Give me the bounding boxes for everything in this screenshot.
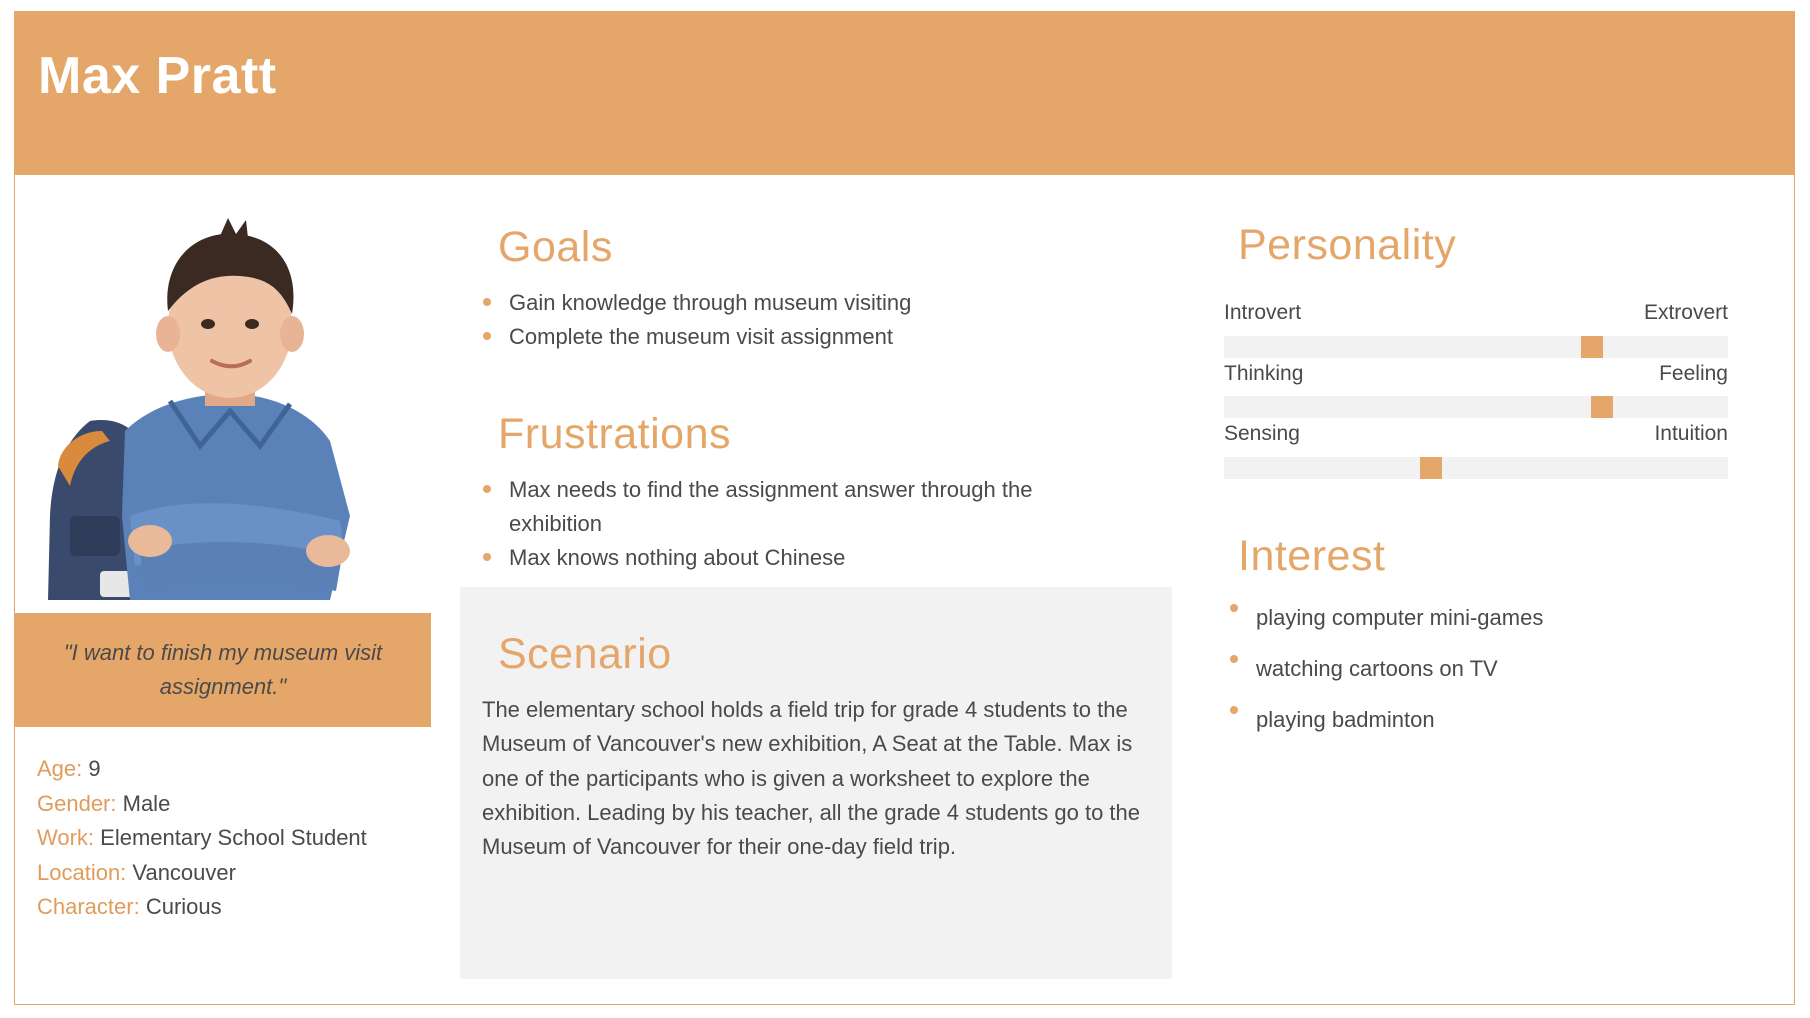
- frustrations-title: Frustrations: [498, 410, 732, 458]
- scale-track-ie: [1224, 336, 1728, 358]
- scenario-text: The elementary school holds a field trip for grade 4 students to the Museum of Vancouver's new exhibition, A Seat at the Table. Max is one of the participants who is given a worksheet to explore the exhibition. Leading by his teacher, all the grade 4 students go to the Museum of Vancouver for their one-day field trip.: [482, 697, 1141, 860]
- goal-item: Complete the museum visit assignment: [483, 320, 1103, 354]
- scale-left-label: Introvert: [1224, 301, 1302, 324]
- frustration-item: Max needs to find the assignment answer through the exhibition: [483, 473, 1083, 541]
- info-row-gender: Gender: Male: [37, 790, 171, 816]
- interest-list: [1230, 592, 1750, 745]
- persona-quote: "I want to finish my museum visit assignment.": [63, 640, 383, 699]
- goals-title: Goals: [498, 223, 613, 271]
- persona-name: Max Pratt: [38, 47, 277, 105]
- persona-info: [37, 752, 367, 925]
- persona-photo: [30, 216, 400, 600]
- goals-list: [483, 286, 1103, 354]
- scale-left-label: Thinking: [1224, 362, 1304, 385]
- interest-title: Interest: [1238, 532, 1386, 580]
- goal-item: Gain knowledge through museum visiting: [483, 286, 1103, 320]
- info-row-age: Age: 9: [37, 756, 101, 781]
- info-row-location: Location: Vancouver: [37, 859, 236, 885]
- interest-item: playing badminton: [1230, 694, 1750, 745]
- frustrations-list: [483, 473, 1083, 575]
- info-row-character: Character: Curious: [37, 894, 222, 919]
- info-row-work: Work: Elementary School Student: [37, 825, 367, 850]
- header-banner: [15, 12, 1794, 175]
- interest-item: watching cartoons on TV: [1230, 643, 1750, 694]
- scale-track-tf: [1224, 396, 1728, 418]
- scale-marker: [1420, 457, 1442, 479]
- scale-marker: [1581, 336, 1603, 358]
- personality-title: Personality: [1238, 221, 1457, 269]
- frustration-item: Max knows nothing about Chinese: [483, 541, 1083, 575]
- scale-right-label: Extrovert: [1643, 301, 1728, 324]
- scale-right-label: Intuition: [1654, 422, 1728, 445]
- scale-track-si: [1224, 457, 1728, 479]
- scenario-title: Scenario: [498, 630, 672, 678]
- quote-box: [15, 613, 431, 727]
- scale-marker: [1591, 396, 1613, 418]
- scale-right-label: Feeling: [1659, 362, 1728, 385]
- interest-item: playing computer mini-games: [1230, 592, 1750, 643]
- scale-left-label: Sensing: [1224, 422, 1300, 445]
